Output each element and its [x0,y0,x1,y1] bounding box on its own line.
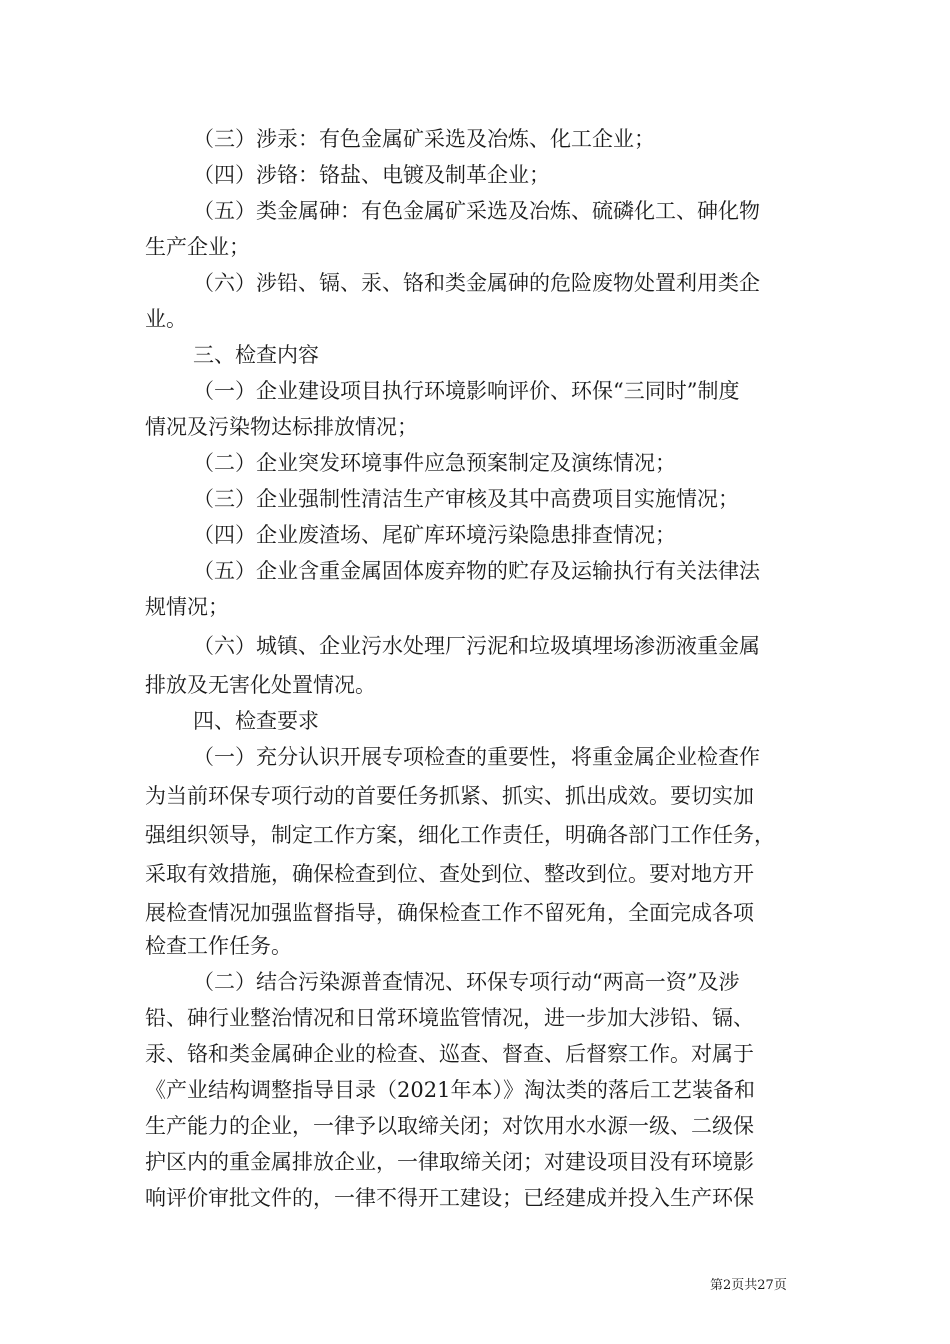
text-line: （四）企业废渣场、尾矿库环境污染隐患排查情况； [193,523,676,547]
text-line: 护区内的重金属排放企业，一律取缔关闭；对建设项目没有环境影 [145,1150,754,1174]
text-line: （四）涉铬：铬盐、电镀及制革企业； [193,163,550,187]
text-line: （三）企业强制性清洁生产审核及其中高费项目实施情况； [193,487,739,511]
text-line: 展检查情况加强监督指导，确保检查工作不留死角，全面完成各项 [145,901,754,925]
text-line: 采取有效措施，确保检查到位、查处到位、整改到位。要对地方开 [145,862,754,886]
text-line: （六）城镇、企业污水处理厂污泥和垃圾填埋场渗沥液重金属 [193,634,760,658]
text-line: 规情况； [145,595,229,619]
text-line: （一）企业建设项目执行环境影响评价、环保“三同时”制度 [193,379,740,403]
text-line: （六）涉铅、镉、汞、铬和类金属砷的危险废物处置利用类企 [193,271,760,295]
text-line: 生产企业； [145,235,250,259]
text-line: 为当前环保专项行动的首要任务抓紧、抓实、抓出成效。要切实加 [145,784,754,808]
text-line: 排放及无害化处置情况。 [145,673,376,697]
section-heading: 三、检查内容 [193,343,319,367]
text-line: 业。 [145,307,187,331]
text-line: 响评价审批文件的，一律不得开工建设；已经建成并投入生产环保 [145,1186,754,1210]
text-line: 检查工作任务。 [145,934,292,958]
text-line: （一）充分认识开展专项检查的重要性，将重金属企业检查作 [193,745,760,769]
text-line: （五）企业含重金属固体废弃物的贮存及运输执行有关法律法 [193,559,760,583]
text-line: 铅、砷行业整治情况和日常环境监管情况，进一步加大涉铅、镉、 [145,1006,754,1030]
text-line: （三）涉汞：有色金属矿采选及冶炼、化工企业； [193,127,655,151]
text-line: 情况及污染物达标排放情况； [145,415,418,439]
text-line: （五）类金属砷：有色金属矿采选及冶炼、硫磷化工、砷化物 [193,199,760,223]
section-heading: 四、检查要求 [193,709,319,733]
text-line: 《产业结构调整指导目录（2021年本）》淘汰类的落后工艺装备和 [145,1078,755,1102]
text-line: 生产能力的企业，一律予以取缔关闭；对饮用水水源一级、二级保 [145,1114,754,1138]
text-line: （二）结合污染源普查情况、环保专项行动“两高一资”及涉 [193,970,740,994]
text-line: 汞、铬和类金属砷企业的检查、巡查、督查、后督察工作。对属于 [145,1042,754,1066]
text-line: （二）企业突发环境事件应急预案制定及演练情况； [193,451,676,475]
text-line: 强组织领导，制定工作方案，细化工作责任，明确各部门工作任务， [145,823,775,847]
page-number-footer: 第2页共27页 [710,1278,787,1293]
